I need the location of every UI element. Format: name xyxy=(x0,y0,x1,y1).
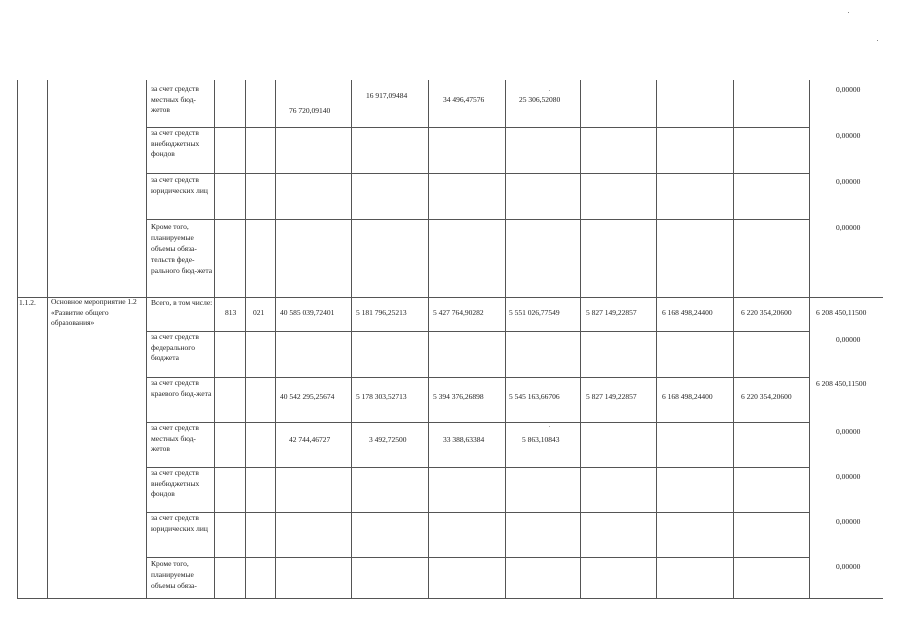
grid-line xyxy=(275,80,276,598)
grid-line xyxy=(733,80,734,598)
table-cell: 5 863,10843 xyxy=(522,435,560,444)
table-cell: 5 827 149,22857 xyxy=(586,308,637,317)
grid-line xyxy=(146,557,809,558)
grid-line xyxy=(17,80,18,598)
table-cell: 6 168 498,24400 xyxy=(662,392,713,401)
grid-line xyxy=(146,127,809,128)
row-label: Всего, в том числе: xyxy=(151,298,213,307)
table-cell: 0,00000 xyxy=(836,335,861,344)
item-number: 1.1.2. xyxy=(19,298,36,307)
table-cell: 33 388,63384 xyxy=(443,435,485,444)
table-cell: 021 xyxy=(253,308,265,317)
scan-speck xyxy=(549,426,550,427)
table-cell: 0,00000 xyxy=(836,517,861,526)
table-cell: 76 720,09140 xyxy=(289,106,331,115)
table-cell: 25 306,52080 xyxy=(519,95,561,104)
grid-line xyxy=(656,80,657,598)
table-cell: 5 827 149,22857 xyxy=(586,392,637,401)
grid-line xyxy=(17,598,883,599)
grid-line xyxy=(146,173,809,174)
grid-line xyxy=(146,422,809,423)
table-cell: 0,00000 xyxy=(836,427,861,436)
grid-line xyxy=(146,80,147,598)
table-cell: 5 181 796,25213 xyxy=(356,308,407,317)
table-cell: 6 208 450,11500 xyxy=(816,379,867,388)
table-cell: 0,00000 xyxy=(836,223,861,232)
table-cell: 5 551 026,77549 xyxy=(509,308,560,317)
grid-line xyxy=(47,80,48,598)
table-cell: 42 744,46727 xyxy=(289,435,331,444)
table-cell: 6 208 450,11500 xyxy=(816,308,867,317)
scan-speck xyxy=(877,40,878,41)
grid-line xyxy=(351,80,352,598)
grid-line xyxy=(146,467,809,468)
grid-line xyxy=(146,219,809,220)
grid-line xyxy=(505,80,506,598)
table-cell: 34 496,47576 xyxy=(443,95,485,104)
row-label: за счет средств краевого бюд-жета xyxy=(151,378,212,398)
row-label: за счет средств юридических лиц xyxy=(151,175,208,195)
table-cell: 5 178 303,52713 xyxy=(356,392,407,401)
grid-line xyxy=(17,297,883,298)
scan-speck xyxy=(549,90,550,91)
row-label: за счет средств местных бюд-жетов xyxy=(151,423,199,453)
table-cell: 0,00000 xyxy=(836,562,861,571)
row-label: за счет средств внебюджетных фондов xyxy=(151,128,200,158)
table-cell: 0,00000 xyxy=(836,85,861,94)
grid-line xyxy=(809,80,810,598)
row-label: за счет средств внебюджетных фондов xyxy=(151,468,200,498)
table-cell: 0,00000 xyxy=(836,177,861,186)
table-cell: 40 542 295,25674 xyxy=(280,392,335,401)
row-label: за счет средств местных бюд-жетов xyxy=(151,84,199,114)
grid-line xyxy=(146,512,809,513)
table-cell: 5 427 764,90282 xyxy=(433,308,484,317)
table-cell: 16 917,09484 xyxy=(366,91,408,100)
item-name: Основное мероприятие 1.2 «Развитие общего образования» xyxy=(51,297,137,327)
grid-line xyxy=(428,80,429,598)
grid-line xyxy=(245,80,246,598)
row-label: Кроме того, планируемые объемы обяза- xyxy=(151,559,197,590)
table-cell: 813 xyxy=(225,308,237,317)
table-cell: 5 545 163,66706 xyxy=(509,392,560,401)
table-cell: 0,00000 xyxy=(836,131,861,140)
table-cell: 5 394 376,26898 xyxy=(433,392,484,401)
row-label: за счет средств федерального бюджета xyxy=(151,332,199,362)
grid-line xyxy=(146,331,809,332)
grid-line xyxy=(580,80,581,598)
grid-line xyxy=(214,80,215,598)
table-cell: 40 585 039,72401 xyxy=(280,308,335,317)
table-cell: 6 220 354,20600 xyxy=(741,308,792,317)
table-cell: 0,00000 xyxy=(836,472,861,481)
table-cell: 6 220 354,20600 xyxy=(741,392,792,401)
table-cell: 6 168 498,24400 xyxy=(662,308,713,317)
table-cell: 3 492,72500 xyxy=(369,435,407,444)
row-label: Кроме того, планируемые объемы обяза-тельств феде-рального бюд-жета xyxy=(151,222,213,275)
scan-speck xyxy=(848,12,849,13)
row-label: за счет средств юридических лиц xyxy=(151,513,208,533)
grid-line xyxy=(146,377,809,378)
